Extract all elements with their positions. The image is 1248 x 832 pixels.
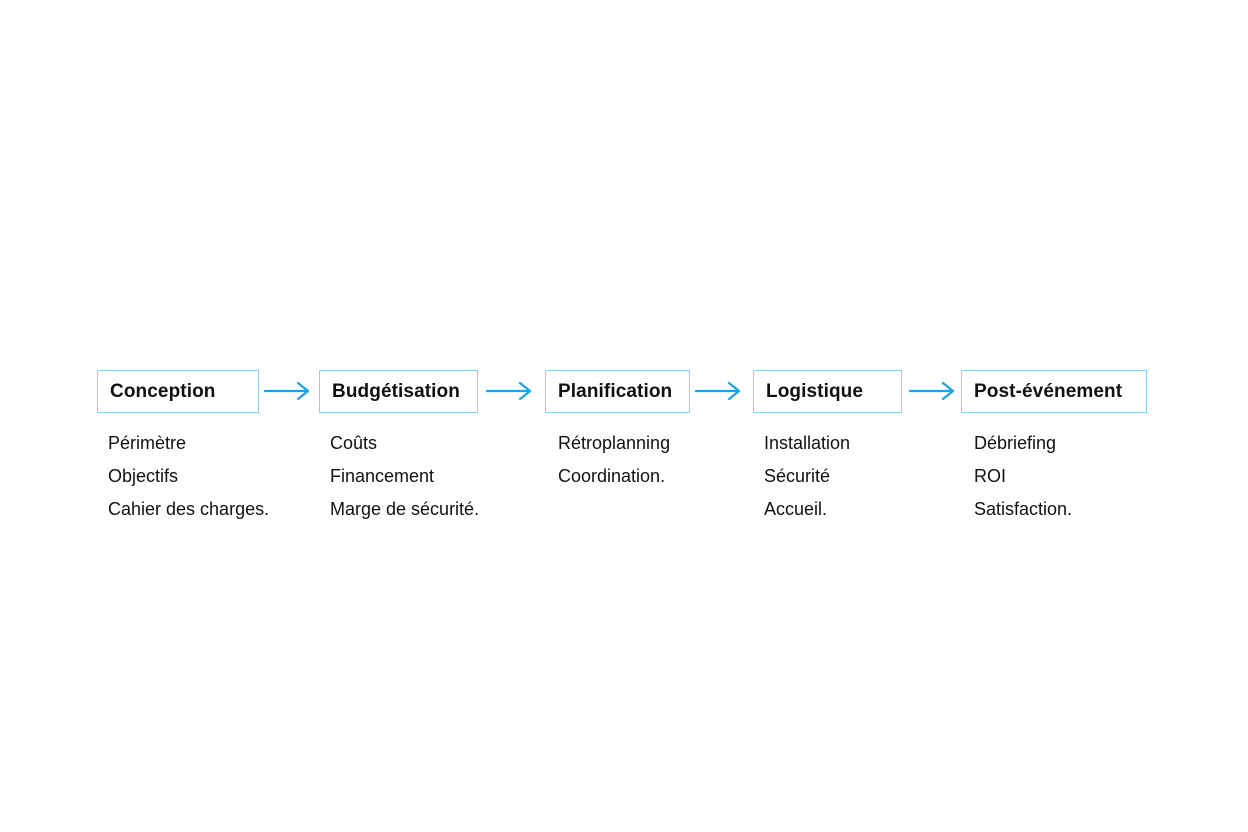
stage-budgetisation xyxy=(319,370,480,519)
stage-item: Financement xyxy=(330,466,435,486)
stage-item: Périmètre xyxy=(108,433,187,453)
stage-title: Budgétisation xyxy=(332,380,460,402)
stage-conception xyxy=(97,370,270,519)
stage-item: Coordination. xyxy=(558,466,666,486)
stage-item-list xyxy=(974,427,1072,526)
stage-logistique xyxy=(753,370,902,519)
stage-item-list xyxy=(108,427,269,526)
stage-item-list xyxy=(764,427,850,526)
stage-title: Conception xyxy=(110,380,216,402)
stage-title-box xyxy=(753,370,902,413)
stage-post-evenement xyxy=(961,370,1147,519)
stage-item-list xyxy=(558,427,670,493)
stage-item: Accueil. xyxy=(764,499,828,519)
stage-item-list xyxy=(330,427,479,526)
stage-item: Coûts xyxy=(330,433,378,453)
stage-item: Sécurité xyxy=(764,466,831,486)
stage-title-box xyxy=(319,370,478,413)
stage-item: Marge de sécurité. xyxy=(330,499,480,519)
stage-item: Satisfaction. xyxy=(974,499,1073,519)
arrow-right-icon xyxy=(908,380,956,402)
stage-title-box xyxy=(545,370,690,413)
stage-planification xyxy=(545,370,690,486)
stage-item: Installation xyxy=(764,433,851,453)
stage-title-box xyxy=(97,370,259,413)
stage-item: Cahier des charges. xyxy=(108,499,270,519)
arrow-right-icon xyxy=(485,380,533,402)
stage-title: Planification xyxy=(558,380,673,402)
stage-title: Post-événement xyxy=(974,380,1123,402)
stage-item: Débriefing xyxy=(974,433,1057,453)
stage-item: Objectifs xyxy=(108,466,179,486)
stage-title: Logistique xyxy=(766,380,864,402)
stage-title-box xyxy=(961,370,1147,413)
stage-item: Rétroplanning xyxy=(558,433,671,453)
arrow-right-icon xyxy=(694,380,742,402)
stage-item: ROI xyxy=(974,466,1007,486)
arrow-right-icon xyxy=(263,380,311,402)
